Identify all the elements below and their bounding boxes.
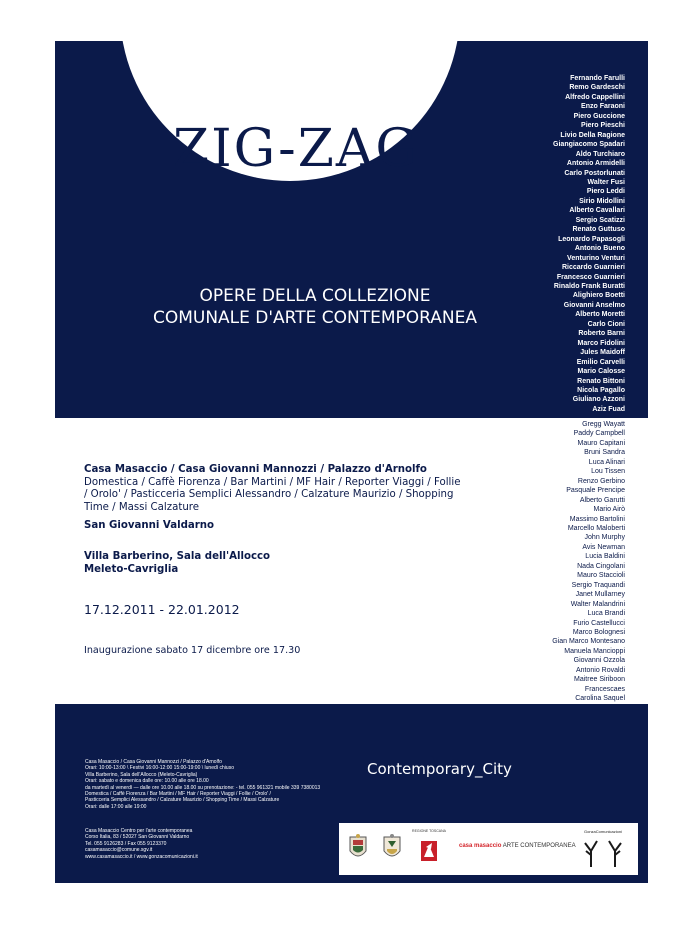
villa-line-2: Meleto-Cavriglia [84,564,179,575]
footer-contact-line: casamasaccio@comune.sgv.it [85,847,153,854]
artist-name: Antonio Rovaldi [575,666,625,674]
footer-info-line: Domestica / Caffè Fiorenza / Bar Martini / MF Hair / Reporter Viaggi / Follie / Orolo' / [85,791,271,798]
footer-contact-line: Casa Masaccio Centro per l'arte contemporanea [85,828,193,834]
venues-shops: Domestica / Caffè Fiorenza / Bar Martini / MF Hair / Reporter Viaggi / Follie / Orolo' / Pasticceria Semplici Alessandro / Calzature Maurizio / Shopping Time / Massi Calzature [84,476,461,513]
artist-name: Bruni Sandra [584,449,625,457]
artist-name: Furio Castellucci [573,619,625,627]
artist-name: Antonio Bueno [574,245,625,253]
casa-masaccio-logo [459,843,576,849]
pegasus-icon [412,829,446,867]
footer-contact-line: Tel. 055 9126283 / Fax 055 9123370 [85,840,167,847]
artist-name: Manuela Mancioppi [564,647,625,655]
footer-info-line: da martedì al venerdì — dalle ore 10.00 alle 18.00 su prenotazione: - tel. 055 961321 mobile 339 7380013 [85,784,321,791]
artist-name: Alberto Cavallari [569,207,625,215]
artist-name: Piero Guccione [573,112,625,120]
artist-name: John Murphy [584,534,625,542]
venues-city: San Giovanni Valdarno [84,520,215,531]
san-giovanni-crest-icon [347,833,369,863]
artist-name: Carlo Postorlunati [564,169,625,177]
artist-name: Carolina Saquel [575,695,625,703]
venues-block [84,464,464,533]
artist-name: Sirio Midollini [579,197,625,205]
artist-name: Piero Leddi [586,188,625,196]
casa-masaccio-suffix: ARTE CONTEMPORANEA [502,843,576,849]
artist-name: Massimo Bartolini [569,515,625,523]
artist-name: Venturino Venturi [567,254,625,262]
artist-name: Luca Brandi [587,610,625,618]
artist-name: Maitree Siriboon [574,676,625,684]
venues-main: Casa Masaccio / Casa Giovanni Mannozzi / Palazzo d'Arnolfo [84,464,427,475]
artist-name: Paddy Campbell [573,430,625,438]
artist-name: Francesco Guarnieri [556,273,625,281]
exhibition-subtitle [150,285,480,329]
artist-name: Riccardo Guarnieri [561,264,625,272]
artist-name: Mauro Staccioli [577,572,625,580]
regione-toscana-label: REGIONE TOSCANA [412,829,446,833]
artist-name: Sergio Traquandi [571,581,625,589]
tree-icon [575,829,631,869]
artist-name: Giovanni Anselmo [563,301,625,309]
artist-name: Rinaldo Frank Buratti [553,282,625,290]
artist-name: Remo Gardeschi [569,84,625,92]
exhibition-title: ZIG-ZAG [173,119,419,179]
artist-name: Leonardo Papasogli [558,235,625,243]
casa-masaccio-brand: casa masaccio [459,843,502,849]
artist-name: Jules Maidoff [580,349,625,357]
artist-name: Emilio Carvelli [576,358,625,366]
artist-name: Alberto Moretti [575,311,625,319]
artist-name: Alberto Garutti [579,496,625,504]
artist-name: Lou Tissen [591,468,625,476]
exhibition-dates: 17.12.2011 - 22.01.2012 [84,602,240,617]
artist-name: Nicola Pagallo [577,386,625,394]
artist-name: Janet Mullarney [575,591,625,599]
artist-name: Francescaes [584,685,625,693]
artist-name: Sergio Scatizzi [575,216,625,224]
opening-note: Inaugurazione sabato 17 dicembre ore 17.30 [84,645,301,656]
artist-name: Lucia Baldini [585,553,625,561]
subtitle-line-1: OPERE DELLA COLLEZIONE [199,286,431,306]
footer-info [85,759,345,810]
artist-name: Roberto Barni [578,330,625,338]
artist-name: Walter Malandrini [570,600,625,608]
artist-name: Mario Calosse [577,368,625,376]
artist-name: Aziz Fuad [592,405,625,413]
artist-name: Mario Airò [593,506,625,514]
artist-name: Piero Pieschi [581,122,625,130]
artist-name: Mauro Capitani [577,439,625,447]
artist-name: Gregg Wayatt [582,421,625,428]
cavriglia-crest-icon [381,833,403,863]
artist-name: Enzo Faraoni [581,103,625,111]
artist-name: Fernando Farulli [570,75,625,82]
artist-name: Renzo Gerbino [577,477,625,485]
tagline: Contemporary_City [367,760,512,778]
artist-name: Renato Guttuso [572,226,625,234]
artist-name: Carlo Cioni [587,320,625,328]
footer-contact-line[interactable]: www.casamasaccio.it / www.gonzacomunicazioni.it [85,853,198,860]
footer-info-line: Villa Barberino, Sala dell'Allocco (Meleto-Cavriglia) [85,771,198,778]
artist-name: Nada Cingolani [577,562,625,570]
footer-contact-line: Corso Italia, 83 / 52027 San Giovanni Valdarno [85,834,190,841]
subtitle-line-2: COMUNALE D'ARTE CONTEMPORANEA [152,308,478,328]
artist-name: Gian Marco Montesano [552,638,625,646]
artist-name: Luca Alinari [588,458,625,466]
artist-name: Giovanni Ozzola [573,657,625,665]
artist-name: Pasquale Prencipe [566,487,625,495]
villa-line-1: Villa Barberino, Sala dell'Allocco [84,551,271,562]
artist-name: Walter Fusi [587,178,625,186]
footer-info-line: Orari: dalle 17:00 alle 19:00 [85,803,147,810]
artist-name: Giuliano Azzoni [572,396,625,404]
gonza-comunicazioni-logo [575,829,631,869]
artist-name: Avis Newman [582,543,625,551]
artist-list-middle [485,420,625,704]
footer-contact [85,828,285,860]
artist-name: Marco Bolognesi [572,628,625,636]
sponsor-logos [339,823,638,875]
footer-info-line: Pasticceria Semplici Alessandro / Calzature Maurizio / Shopping Time / Massi Calzature [85,797,280,804]
artist-name: Renato Bittoni [577,377,625,385]
footer-info-line: Casa Masaccio / Casa Giovanni Mannozzi / Palazzo d'Arnolfo [85,759,222,765]
artist-name: Marco Fidolini [577,339,625,347]
artist-name: Livio Della Ragione [560,131,625,139]
footer-info-line: Orari: sabato e domenica dalle ore: 10.00 alle ore 18.00 [85,778,209,785]
gonza-comunicazioni-label: GonzaComunicazioni [583,829,623,834]
artist-name: Giangiacomo Spadari [553,141,625,149]
artist-name: Antonio Armidelli [566,160,625,168]
artist-name: Marcello Maloberti [567,524,625,532]
artist-name: Alighiero Boetti [572,292,625,300]
artist-list-top [485,74,625,414]
footer-panel [55,704,648,883]
villa-block [84,550,270,576]
footer-info-line: Orari: 10:00-13:00 \ Festivi 16:00-12:00 15:00-19:00 \ lunedì chiuso [85,765,234,772]
artist-name: Aldo Turchiaro [575,150,625,158]
regione-toscana-logo [412,829,446,867]
artist-name: Alfredo Cappellini [565,93,625,101]
